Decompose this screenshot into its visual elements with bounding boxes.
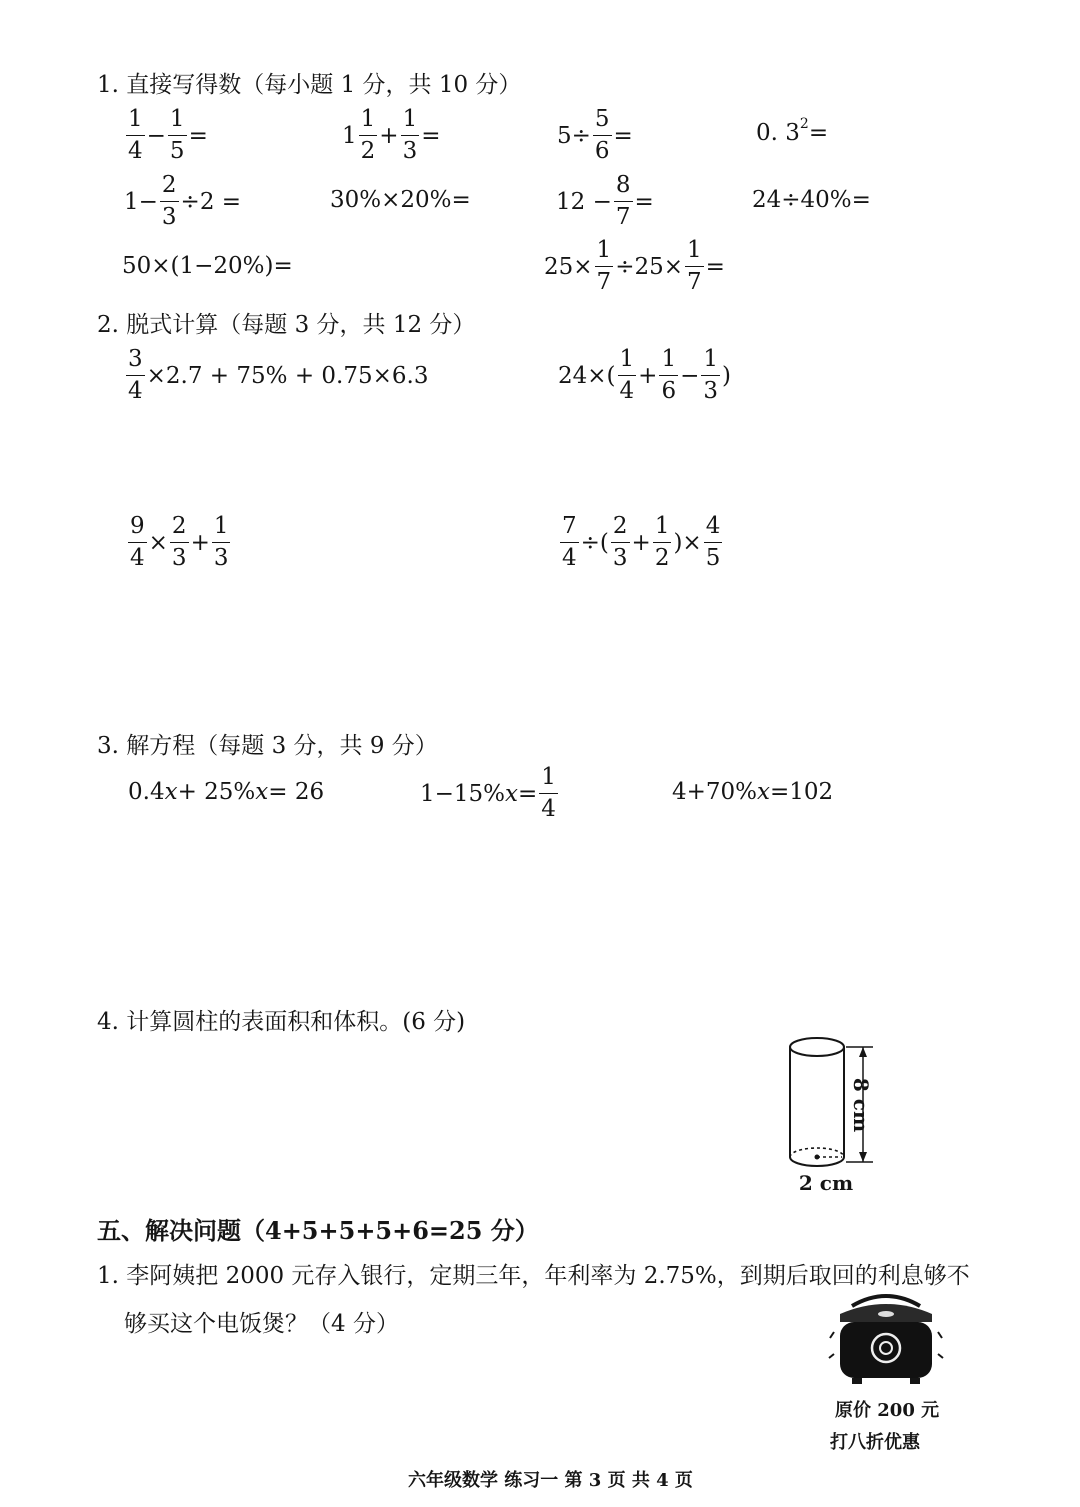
rice-cooker-price: 原价 200 元 [835, 1400, 940, 1421]
section-1-title: 1. 直接写得数（每小题 1 分，共 10 分） [97, 72, 522, 98]
variable: x [505, 780, 519, 807]
denominator: 4 [560, 542, 579, 570]
numerator: 1 [661, 346, 677, 372]
expression-lead: 24×( [558, 362, 616, 389]
denominator: 4 [126, 135, 145, 163]
denominator: 2 [653, 542, 672, 570]
denominator: 5 [704, 542, 723, 570]
variable: x [164, 779, 178, 805]
section-2-title: 2. 脱式计算（每题 3 分，共 12 分） [97, 312, 476, 338]
expression-middle: ÷25× [615, 253, 683, 280]
section-5-title: 五、解决问题（4+5+5+5+6=25 分） [97, 1216, 539, 1245]
exponent: 2 [799, 116, 809, 132]
term: 1−15% [420, 780, 506, 807]
problem-1-line-1: 1. 李阿姨把 2000 元存入银行，定期三年，年利率为 2.75%，到期后取回的利息够不 [97, 1263, 970, 1289]
numerator: 8 [615, 172, 631, 198]
operator: )× [673, 529, 702, 556]
numerator: 1 [402, 106, 418, 132]
direct-q7 [556, 174, 654, 229]
direct-q6 [330, 187, 471, 213]
operator: + [379, 122, 399, 149]
variable: x [757, 779, 771, 805]
page-footer: 六年级数学 练习一 第 3 页 共 4 页 [408, 1470, 693, 1491]
expression-lead: 12 − [556, 188, 612, 215]
equals: = [188, 122, 208, 149]
cylinder-figure [770, 1030, 890, 1200]
arrow-up-icon [859, 1047, 867, 1057]
right-side: = 26 [268, 779, 325, 805]
denominator: 7 [685, 266, 704, 294]
denominator: 6 [593, 135, 612, 163]
whole-number: 1 [342, 122, 357, 149]
operator: − [146, 122, 166, 149]
rice-cooker-discount: 打八折优惠 [830, 1432, 920, 1453]
cylinder-top [790, 1038, 844, 1056]
coefficient: 0.4 [128, 779, 165, 805]
direct-q2 [342, 108, 440, 163]
expression: 24÷40%= [752, 187, 871, 213]
section-3-title: 3. 解方程（每题 3 分，共 9 分） [97, 733, 438, 759]
denominator: 4 [618, 375, 637, 403]
variable: x [255, 779, 269, 805]
operator: ÷( [580, 529, 609, 556]
equals: = [808, 120, 829, 146]
numerator: 4 [705, 513, 721, 539]
equals: = [705, 253, 725, 280]
equals: = [518, 780, 538, 807]
expression: 50×(1−20%)= [122, 253, 293, 279]
cooker-foot-left [852, 1378, 862, 1384]
direct-q1 [124, 108, 208, 163]
base: 0. 3 [756, 120, 800, 146]
equation-e1 [128, 779, 324, 805]
operator: + [631, 529, 651, 556]
denominator: 3 [170, 542, 189, 570]
direct-q10 [544, 239, 725, 294]
closing-paren: ) [722, 362, 731, 389]
term: + 25% [177, 779, 256, 805]
operator: + [638, 362, 658, 389]
equation-e3 [672, 779, 833, 805]
numerator: 5 [594, 106, 610, 132]
expression-lead: 5÷ [557, 122, 591, 149]
denominator: 3 [212, 542, 231, 570]
numerator: 9 [130, 513, 145, 539]
calc-c3 [126, 515, 232, 570]
numerator: 7 [562, 513, 577, 539]
numerator: 1 [541, 764, 556, 790]
numerator: 1 [687, 237, 702, 263]
denominator: 4 [128, 542, 147, 570]
expression-lead: 25× [544, 253, 593, 280]
direct-q5 [124, 174, 241, 229]
denominator: 2 [359, 135, 378, 163]
cooker-body [840, 1322, 932, 1378]
numerator: 1 [654, 513, 670, 539]
equals: = [613, 122, 633, 149]
calc-c1 [124, 348, 428, 403]
numerator: 1 [169, 106, 185, 132]
cooker-knob [878, 1311, 894, 1317]
denominator: 3 [611, 542, 630, 570]
height-label: 8 cm [849, 1077, 873, 1133]
section-4-title: 4. 计算圆柱的表面积和体积。(6 分) [97, 1009, 466, 1035]
denominator: 4 [539, 793, 558, 821]
expression-lead: 1− [124, 188, 158, 215]
numerator: 1 [619, 346, 635, 372]
numerator: 2 [161, 172, 177, 198]
numerator: 1 [596, 237, 612, 263]
operator: − [680, 362, 700, 389]
term: 4+70% [672, 779, 758, 805]
numerator: 3 [128, 346, 143, 372]
numerator: 1 [128, 106, 143, 132]
expression-tail: ÷2 = [180, 188, 242, 215]
equals: = [421, 122, 441, 149]
cooker-foot-right [910, 1378, 920, 1384]
direct-q4 [756, 116, 829, 146]
denominator: 4 [126, 375, 145, 403]
numerator: 1 [213, 513, 229, 539]
direct-q9 [122, 253, 293, 279]
problem-1-line-2: 够买这个电饭煲？（4 分） [124, 1311, 399, 1337]
operator: + [190, 529, 210, 556]
direct-q3 [557, 108, 633, 163]
calc-c2 [558, 348, 731, 403]
denominator: 3 [701, 375, 720, 403]
diameter-label: 2 cm [798, 1171, 854, 1195]
calc-c4 [558, 515, 724, 570]
arrow-down-icon [859, 1152, 867, 1162]
rice-cooker-icon [826, 1284, 946, 1392]
equals: = [634, 188, 654, 215]
expression: 30%×20%= [330, 187, 471, 213]
numerator: 2 [612, 513, 628, 539]
equation-e2 [420, 766, 560, 821]
denominator: 3 [401, 135, 420, 163]
operator: × [148, 529, 168, 556]
denominator: 3 [160, 201, 179, 229]
denominator: 7 [614, 201, 633, 229]
direct-q8 [752, 187, 871, 213]
right-side: =102 [770, 779, 834, 805]
numerator: 2 [171, 513, 187, 539]
expression-tail: ×2.7 + 75% + 0.75×6.3 [146, 362, 429, 389]
denominator: 7 [595, 266, 614, 294]
denominator: 5 [168, 135, 187, 163]
numerator: 1 [360, 106, 376, 132]
numerator: 1 [703, 346, 718, 372]
denominator: 6 [659, 375, 678, 403]
